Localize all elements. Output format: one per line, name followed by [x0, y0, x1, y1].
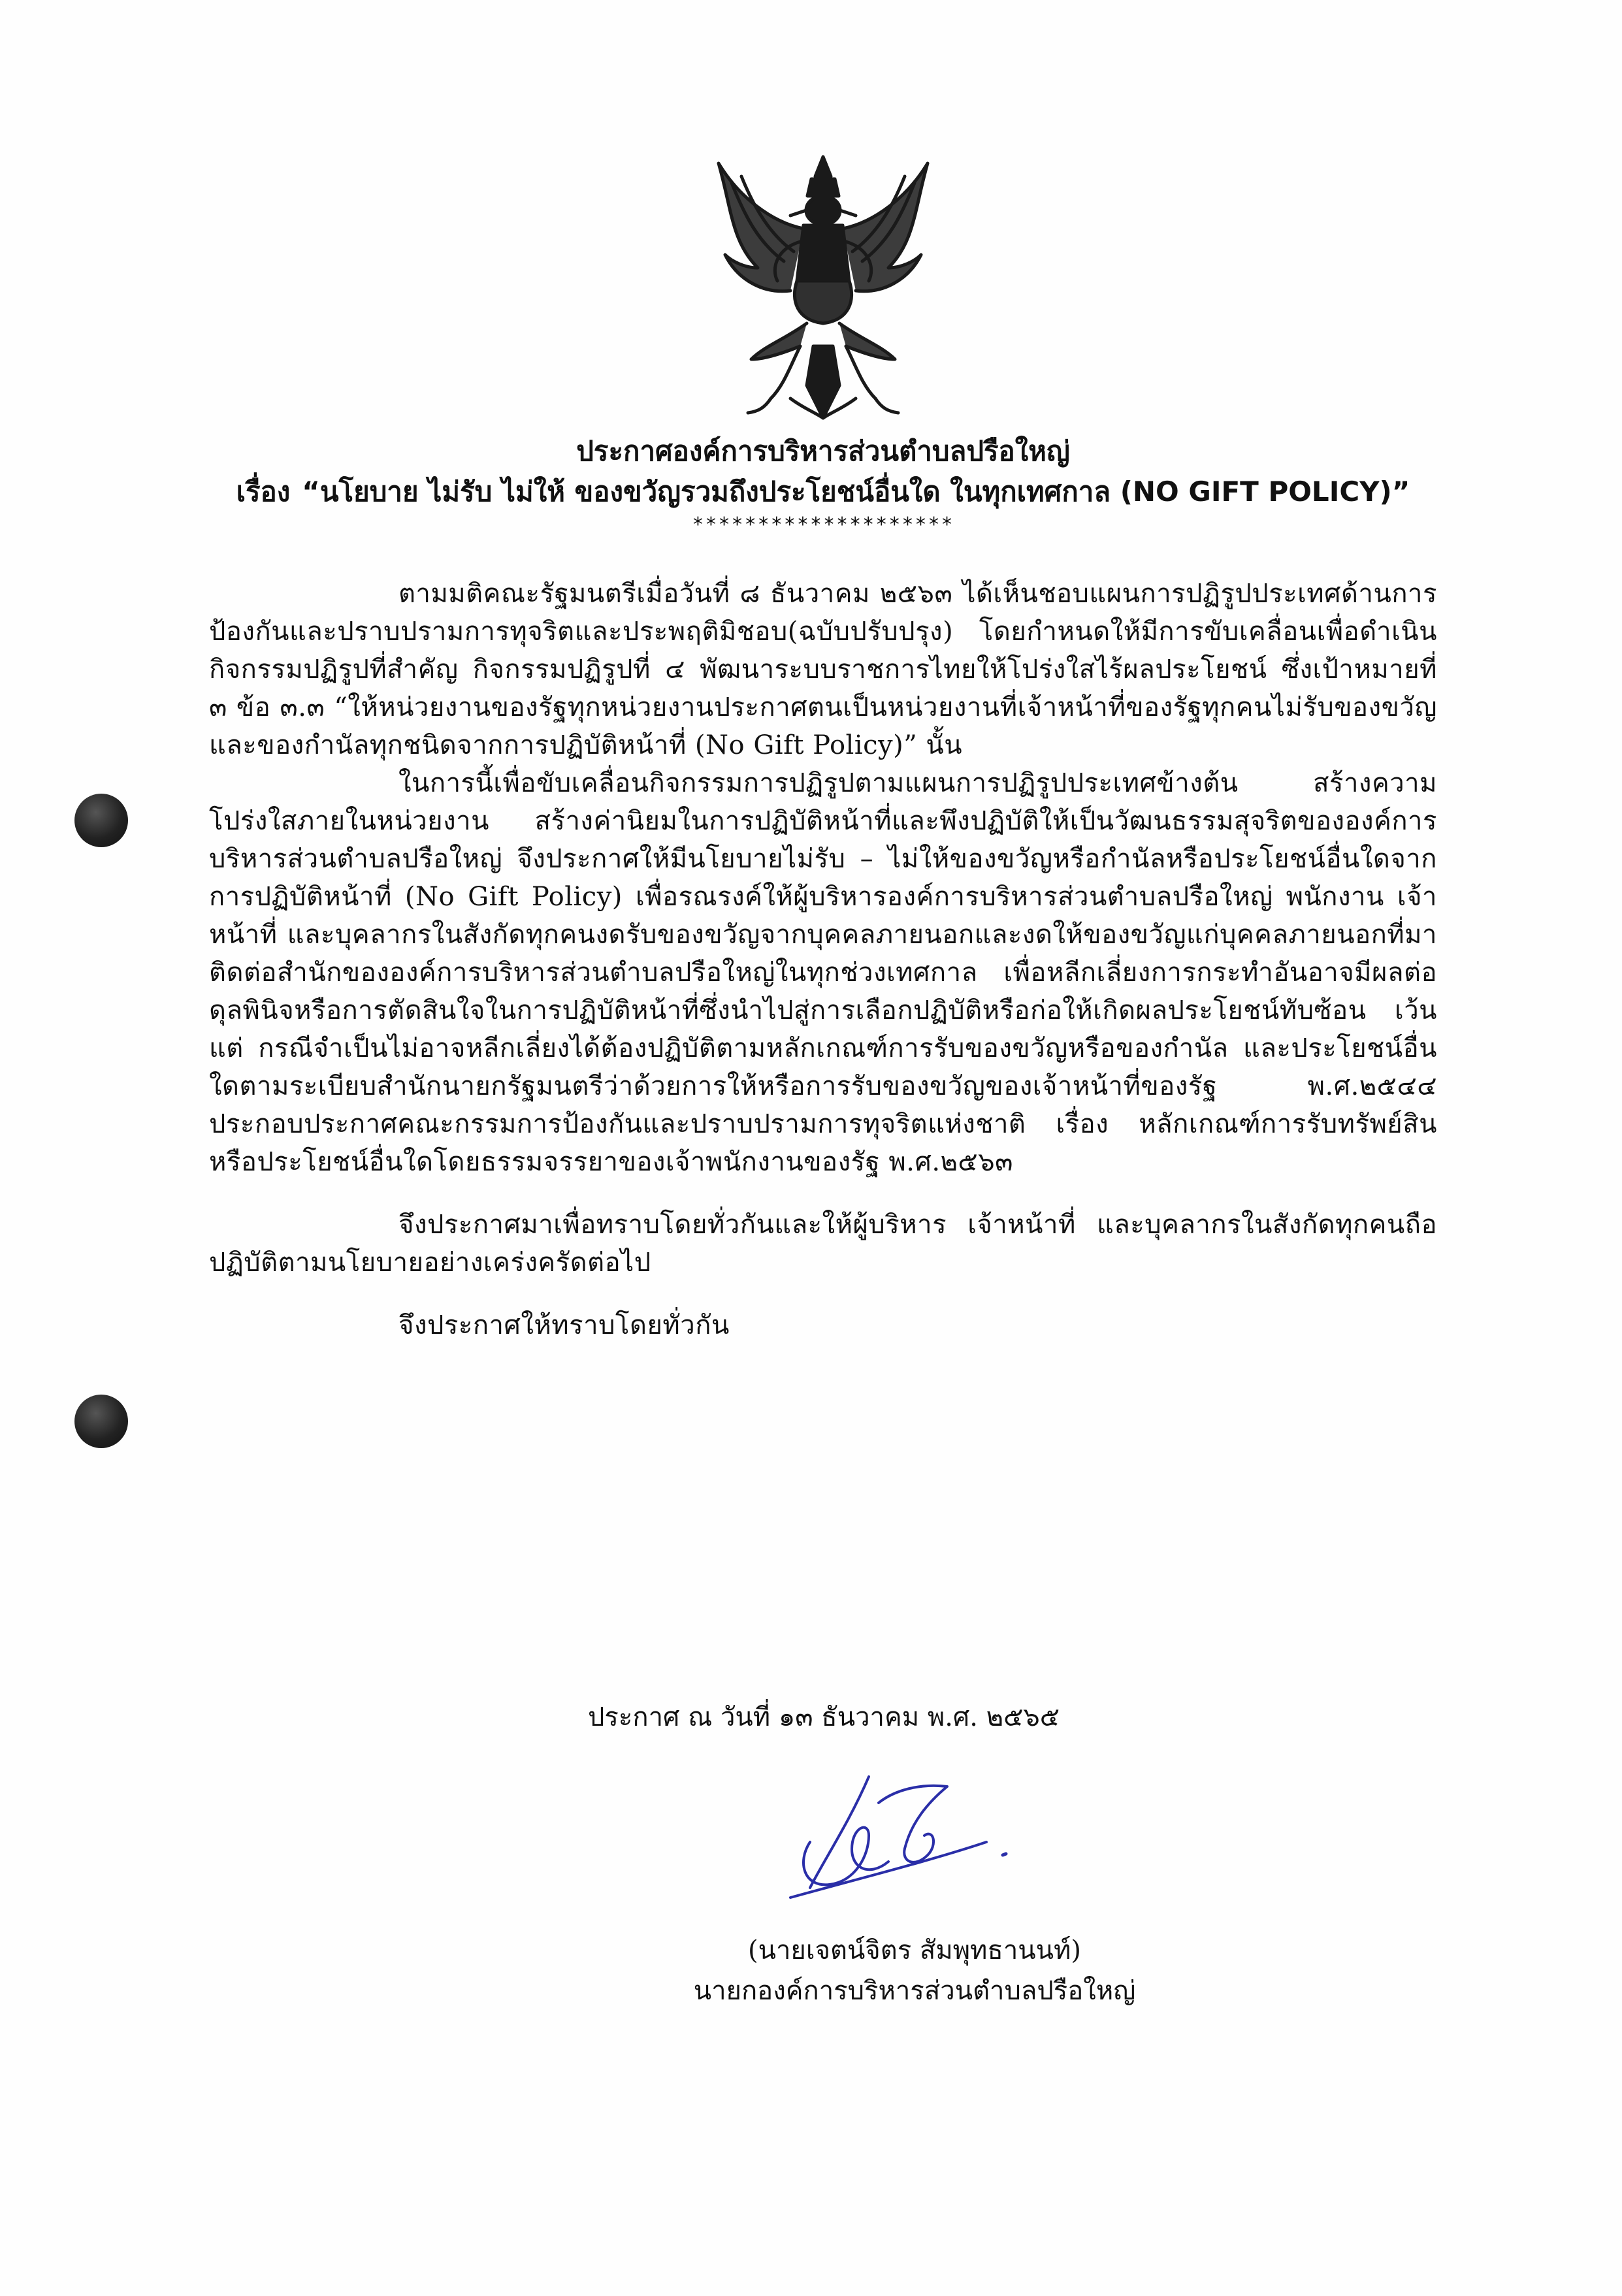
signer-name: (นายเจตน์จิตร สัมพุทธานนท์)	[748, 1935, 1081, 1965]
document-body	[209, 575, 1437, 1344]
announcement-date: ประกาศ ณ วันที่ ๑๓ ธันวาคม พ.ศ. ๒๕๖๕	[588, 1702, 1060, 1732]
subject-line	[209, 472, 1437, 512]
paragraph-closing: จึงประกาศมาเพื่อทราบโดยทั่วกันและให้ผู้บริหาร เจ้าหน้าที่ และบุคลากรในสังกัดทุกคนถือปฏิบัติตามนโยบายอย่างเคร่งครัดต่อไป	[209, 1210, 1437, 1278]
paragraph-cabinet-resolution: ตามมติคณะรัฐมนตรีเมื่อวันที่ ๘ ธันวาคม ๒๕๖๓ ได้เห็นชอบแผนการปฏิรูปประเทศด้านการป้องกันและปราบปรามการทุจริตและประพฤติมิชอบ(ฉบับปรับปรุง) โดยกำหนดให้มีการขับเคลื่อนเพื่อดำเนินกิจกรรมปฏิรูปที่สำคัญ กิจกรรมปฏิรูปที่ ๔ พัฒนาระบบราชการไทยให้โปร่งใสไร้ผลประโยชน์ ซึ่งเป้าหมายที่ ๓ ข้อ ๓.๓ “ให้หน่วยงานของรัฐทุกหน่วยงานประกาศตนเป็นหน่วยงานที่เจ้าหน้าที่ของรัฐทุกคนไม่รับของขวัญและของกำนัลทุกชนิดจากการปฏิบัติหน้าที่ (No Gift Policy)” นั้น	[209, 579, 1437, 760]
garuda-emblem-icon	[692, 150, 954, 425]
paragraph-announcement: จึงประกาศให้ทราบโดยทั่วกัน	[398, 1310, 730, 1340]
signer-position: นายกองค์การบริหารส่วนตำบลปรือใหญ่	[693, 1976, 1136, 2006]
punch-hole-top	[74, 794, 128, 847]
document-header	[209, 431, 1437, 538]
separator-line: ********************	[692, 513, 954, 536]
signer-block	[575, 1930, 1254, 2011]
subject-label: เรื่อง	[236, 476, 291, 508]
announcement-title: ประกาศองค์การบริหารส่วนตำบลปรือใหญ่	[576, 435, 1070, 467]
paragraph-policy-details: ในการนี้เพื่อขับเคลื่อนกิจกรรมการปฏิรูปตามแผนการปฏิรูปประเทศข้างต้น สร้างความโปร่งใสภายในหน่วยงาน สร้างค่านิยมในการปฏิบัติหน้าที่และพึงปฏิบัติให้เป็นวัฒนธรรมสุจริตขององค์การบริหารส่วนตำบลปรือใหญ่ จึงประกาศให้มีนโยบายไม่รับ – ไม่ให้ของขวัญหรือกำนัลหรือประโยชน์อื่นใดจากการปฏิบัติหน้าที่ (No Gift Policy) เพื่อรณรงค์ให้ผู้บริหารองค์การบริหารส่วนตำบลปรือใหญ่ พนักงาน เจ้าหน้าที่ และบุคลากรในสังกัดทุกคนงดรับของขวัญจากบุคคลภายนอกและงดให้ของขวัญแก่บุคคลภายนอกที่มาติดต่อสำนักขององค์การบริหารส่วนตำบลปรือใหญ่ในทุกช่วงเทศกาล เพื่อหลีกเลี่ยงการกระทำอันอาจมีผลต่อดุลพินิจหรือการตัดสินใจในการปฏิบัติหน้าที่ซึ่งนำไปสู่การเลือกปฏิบัติหรือก่อให้เกิดผลประโยชน์ทับซ้อน เว้นแต่ กรณีจำเป็นไม่อาจหลีกเลี่ยงได้ต้องปฏิบัติตามหลักเกณฑ์การรับของขวัญหรือของกำนัล และประโยชน์อื่นใดตามระเบียบสำนักนายกรัฐมนตรีว่าด้วยการให้หรือการรับของขวัญของเจ้าหน้าที่ของรัฐ พ.ศ.๒๕๔๔ ประกอบประกาศคณะกรรมการป้องกันและปราบปรามการทุจริตแห่งชาติ เรื่อง หลักเกณฑ์การรับทรัพย์สินหรือประโยชน์อื่นใดโดยธรรมจรรยาของเจ้าพนักงานของรัฐ พ.ศ.๒๕๖๓	[209, 768, 1437, 1177]
handwritten-signature	[771, 1764, 1019, 1901]
subject-text: “นโยบาย ไม่รับ ไม่ให้ ของขวัญรวมถึงประโยชน์อื่นใด ในทุกเทศกาล (NO GIFT POLICY)”	[302, 476, 1410, 508]
punch-hole-bottom	[74, 1395, 128, 1448]
